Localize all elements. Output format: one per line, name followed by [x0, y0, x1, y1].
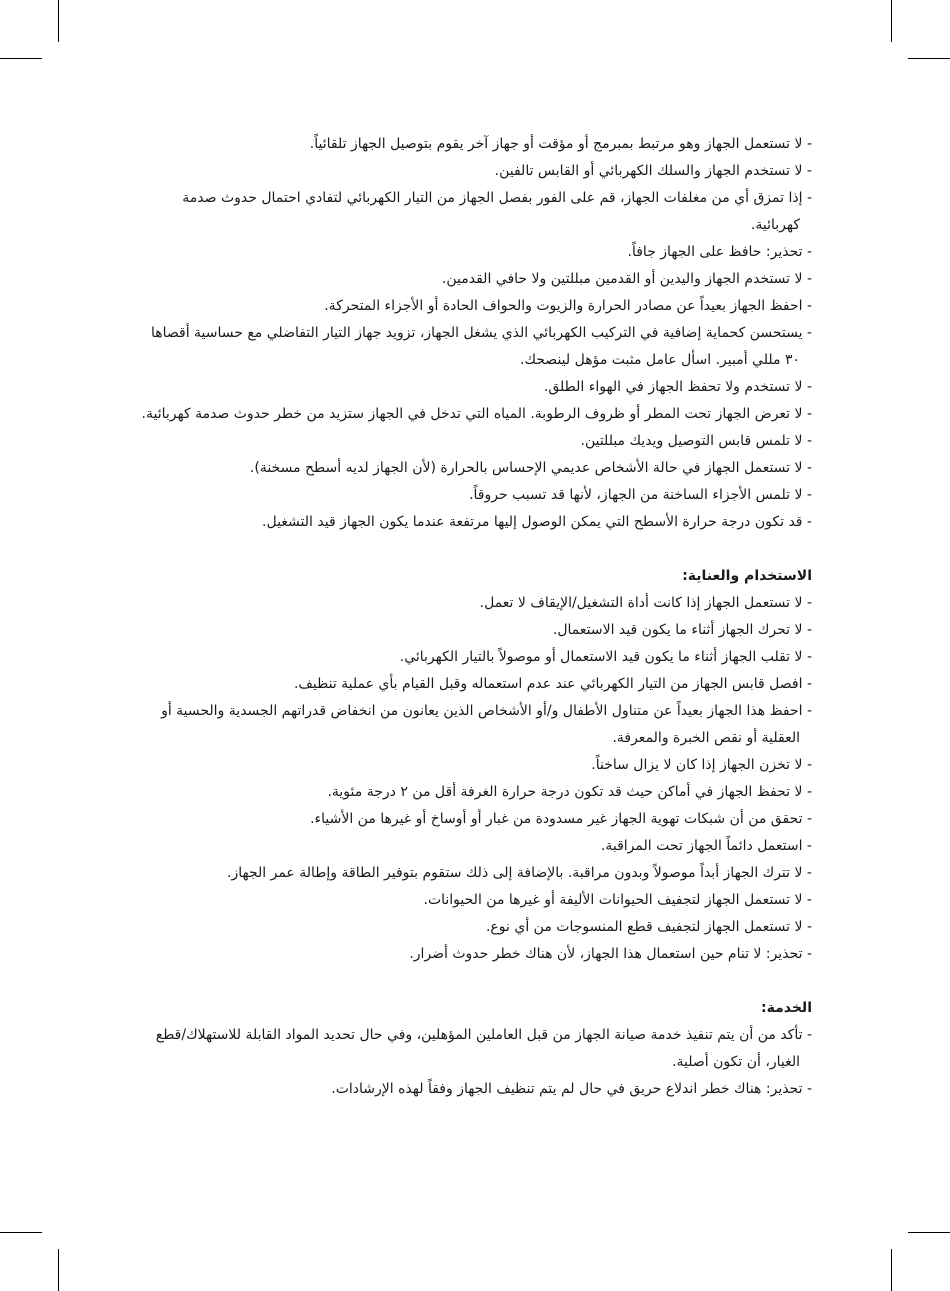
- list-item: - لا تستعمل الجهاز في حالة الأشخاص عديمي الإحساس بالحرارة (لأن الجهاز لديه أسطح مسخنة).: [249, 460, 812, 476]
- list-item: - لا تلمس قابس التوصيل ويديك مبللتين.: [580, 433, 812, 449]
- crop-mark-bottom-left-horizontal: [0, 1232, 42, 1233]
- list-item: - لا تحفظ الجهاز في أماكن حيث قد تكون درجة حرارة الغرفة أقل من ٢ درجة مئوية.: [327, 784, 812, 800]
- list-item: - يستحسن كحماية إضافية في التركيب الكهربائي الذي يشغل الجهاز، تزويد جهاز التيار التفاضلي مع حساسية أقصاها ٣٠ مللي أمبير. اسأل عامل مثبت مؤهل لينصحك.: [150, 325, 812, 368]
- list-item: - احفظ هذا الجهاز بعيداً عن متناول الأطفال و/أو الأشخاص الذين يعانون من انخفاض قدراتهم الجسدية والحسية أو العقلية أو نقص الخبرة والمعرفة.: [161, 703, 812, 746]
- usage-heading: الاستخدام والعناية:: [682, 568, 812, 584]
- crop-mark-bottom-right-vertical: [891, 1249, 892, 1291]
- crop-mark-bottom-left-vertical: [58, 1249, 59, 1291]
- list-item: - لا تترك الجهاز أبداً موصولاً وبدون مراقبة. بالإضافة إلى ذلك ستقوم بتوفير الطاقة وإطالة عمر الجهاز.: [227, 865, 812, 881]
- list-item: - لا تستخدم الجهاز والسلك الكهربائي أو القابس تالفين.: [494, 163, 812, 179]
- list-item: - احفظ الجهاز بعيداً عن مصادر الحرارة والزيوت والحواف الحادة أو الأجزاء المتحركة.: [324, 298, 812, 314]
- section-spacer: [135, 968, 812, 995]
- list-item: - تحقق من أن شبكات تهوية الجهاز غير مسدودة من غبار أو أوساخ أو غيرها من الأشياء.: [310, 811, 812, 827]
- list-item: - لا تستعمل الجهاز لتجفيف الحيوانات الأليفة أو غيرها من الحيوانات.: [423, 892, 812, 908]
- list-item: - لا تلمس الأجزاء الساخنة من الجهاز، لأنها قد تسبب حروقاً.: [469, 487, 812, 503]
- list-item: - لا تستعمل الجهاز إذا كانت أداة التشغيل/الإيقاف لا تعمل.: [479, 595, 812, 611]
- list-item: - تحذير: لا تنام حين استعمال هذا الجهاز، لأن هناك خطر حدوث أضرار.: [409, 946, 812, 962]
- list-item: - تحذير: حافظ على الجهاز جافاً.: [627, 244, 812, 260]
- list-item: - لا تعرض الجهاز تحت المطر أو ظروف الرطوبة. المياه التي تدخل في الجهاز ستزيد من خطر حدوث صدمة كهربائية.: [141, 406, 812, 422]
- service-section: [135, 995, 812, 1103]
- list-item: - إذا تمزق أي من مغلفات الجهاز، قم على الفور بفصل الجهاز من التيار الكهربائي لتفادي احتمال حدوث صدمة كهربائية.: [182, 190, 812, 233]
- list-item: - استعمل دائماً الجهاز تحت المراقبة.: [600, 838, 812, 854]
- safety-section: [135, 131, 812, 536]
- document-body: [135, 131, 812, 1103]
- list-item: - لا تستعمل الجهاز وهو مرتبط بمبرمج أو مؤقت أو جهاز آخر يقوم بتوصيل الجهاز تلقائياً.: [309, 136, 812, 152]
- section-spacer: [135, 536, 812, 563]
- crop-mark-top-left-horizontal: [0, 58, 42, 59]
- list-item: - لا تقلب الجهاز أثناء ما يكون قيد الاستعمال أو موصولاً بالتيار الكهربائي.: [399, 649, 812, 665]
- list-item: - تأكد من أن يتم تنفيذ خدمة صيانة الجهاز من قبل العاملين المؤهلين، وفي حال تحديد المواد القابلة للاستهلاك/قطع الغيار، أن تكون أصلية.: [155, 1027, 812, 1070]
- crop-mark-top-left-vertical: [58, 0, 59, 42]
- list-item: - لا تستخدم الجهاز واليدين أو القدمين مبللتين ولا حافي القدمين.: [441, 271, 812, 287]
- list-item: - افصل قابس الجهاز من التيار الكهربائي عند عدم استعماله وقبل القيام بأي عملية تنظيف.: [293, 676, 812, 692]
- list-item: - لا تحرك الجهاز أثناء ما يكون قيد الاستعمال.: [552, 622, 812, 638]
- list-item: - لا تستعمل الجهاز لتجفيف قطع المنسوجات من أي نوع.: [485, 919, 812, 935]
- crop-mark-top-right-horizontal: [908, 58, 950, 59]
- crop-mark-bottom-right-horizontal: [908, 1232, 950, 1233]
- usage-section: [135, 563, 812, 968]
- service-heading: الخدمة:: [761, 1000, 812, 1016]
- list-item: - لا تخزن الجهاز إذا كان لا يزال ساخناً.: [591, 757, 812, 773]
- list-item: - تحذير: هناك خطر اندلاع حريق في حال لم يتم تنظيف الجهاز وفقاً لهذه الإرشادات.: [331, 1081, 812, 1097]
- crop-mark-top-right-vertical: [891, 0, 892, 42]
- list-item: - قد تكون درجة حرارة الأسطح التي يمكن الوصول إليها مرتفعة عندما يكون الجهاز قيد التشغيل.: [262, 514, 812, 530]
- list-item: - لا تستخدم ولا تحفظ الجهاز في الهواء الطلق.: [543, 379, 812, 395]
